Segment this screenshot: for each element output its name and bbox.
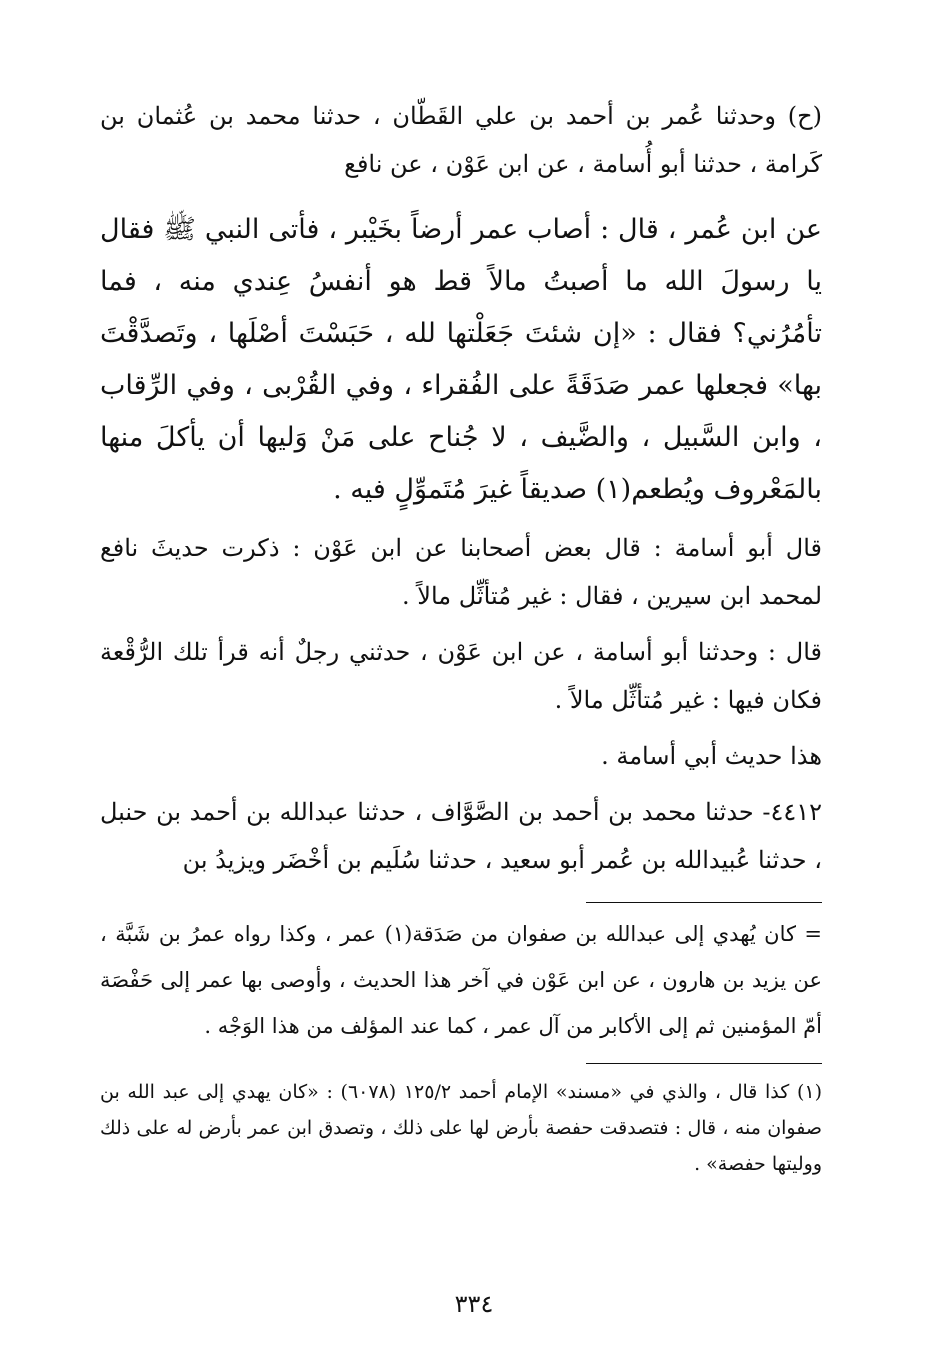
narration-paragraph-abu-usama: قال أبو أسامة : قال بعض أصحابنا عن ابن عَوْن : ذكرت حديثَ نافع لمحمد ابن سيرين ، فقال : غير مُتأثِّل مالاً . [100,534,822,610]
footnote-separator [586,1063,822,1064]
hadith-text-paragraph: عن ابن عُمر ، قال : أصاب عمر أرضاً بخَيْبر ، فأتى النبي ﷺ فقال يا رسولَ الله ما أصبتُ مالاً قط هو أنفسُ عِندي منه ، فما تأمُرُني؟ فقال : «إن شئتَ جَعَلْتها لله ، حَبَسْتَ أصْلَها ، وتَصدَّقْتَ بها» فجعلها عمر صَدَقَةً على الفُقراء ، وفي القُرْبى ، وفي الرِّقاب ، وابن السَّبيل ، والضَّيف ، لا جُناح على مَنْ وَليها أن يأكلَ منها بالمَعْروف ويُطعم(١) صديقاً غيرَ مُتَموِّلٍ فيه . [100,214,822,505]
hadith-4412-paragraph: ٤٤١٢- حدثنا محمد بن أحمد بن الصَّوَّاف ، حدثنا عبدالله بن أحمد بن حنبل ، حدثنا عُبيدالله بن عُمر أبو سعيد ، حدثنا سُلَيم بن أخْضَر ويزيدُ بن [100,798,822,874]
narration-closing-line: هذا حديث أبي أسامة . [601,742,822,770]
isnad-paragraph: (ح) وحدثنا عُمر بن أحمد بن علي القَطّان ، حدثنا محمد بن عُثمان بن كَرامة ، حدثنا أبو أُسامة ، عن ابن عَوْن ، عن نافع [100,102,822,178]
footnote: (١) كذا قال ، والذي في «مسند» الإمام أحمد ١٢٥/٢ (٦٠٧٨) : «كان يهدي إلى عبد الله بن صفوان منه ، قال : فتصدقت حفصة بأرض لها على ذلك ، وتصدق ابن عمر بأرض له على ذلك ووليتها حفصة» . [100,1081,823,1175]
page-body [100,92,822,1182]
footer-separator [586,902,822,903]
narration-paragraph-riqa: قال : وحدثنا أبو أسامة ، عن ابن عَوْن ، حدثني رجلٌ أنه قرأ تلك الرُّقْعة فكان فيها : غير مُتأثِّل مالاً . [100,638,822,714]
page-number: ٣٣٤ [454,1290,494,1318]
footer-continuation: = كان يُهدي إلى عبدالله بن صفوان من صَدَقة(١) عمر ، وكذا رواه عمرُ بن شَبَّة ، عن يزيد بن هارون ، عن ابن عَوْن في آخر هذا الحديث ، وأوصى بها عمر إلى حَفْصَة أمّ المؤمنين ثم إلى الأكابر من آل عمر ، كما عند المؤلف من هذا الوَجْه . [100,922,822,1038]
